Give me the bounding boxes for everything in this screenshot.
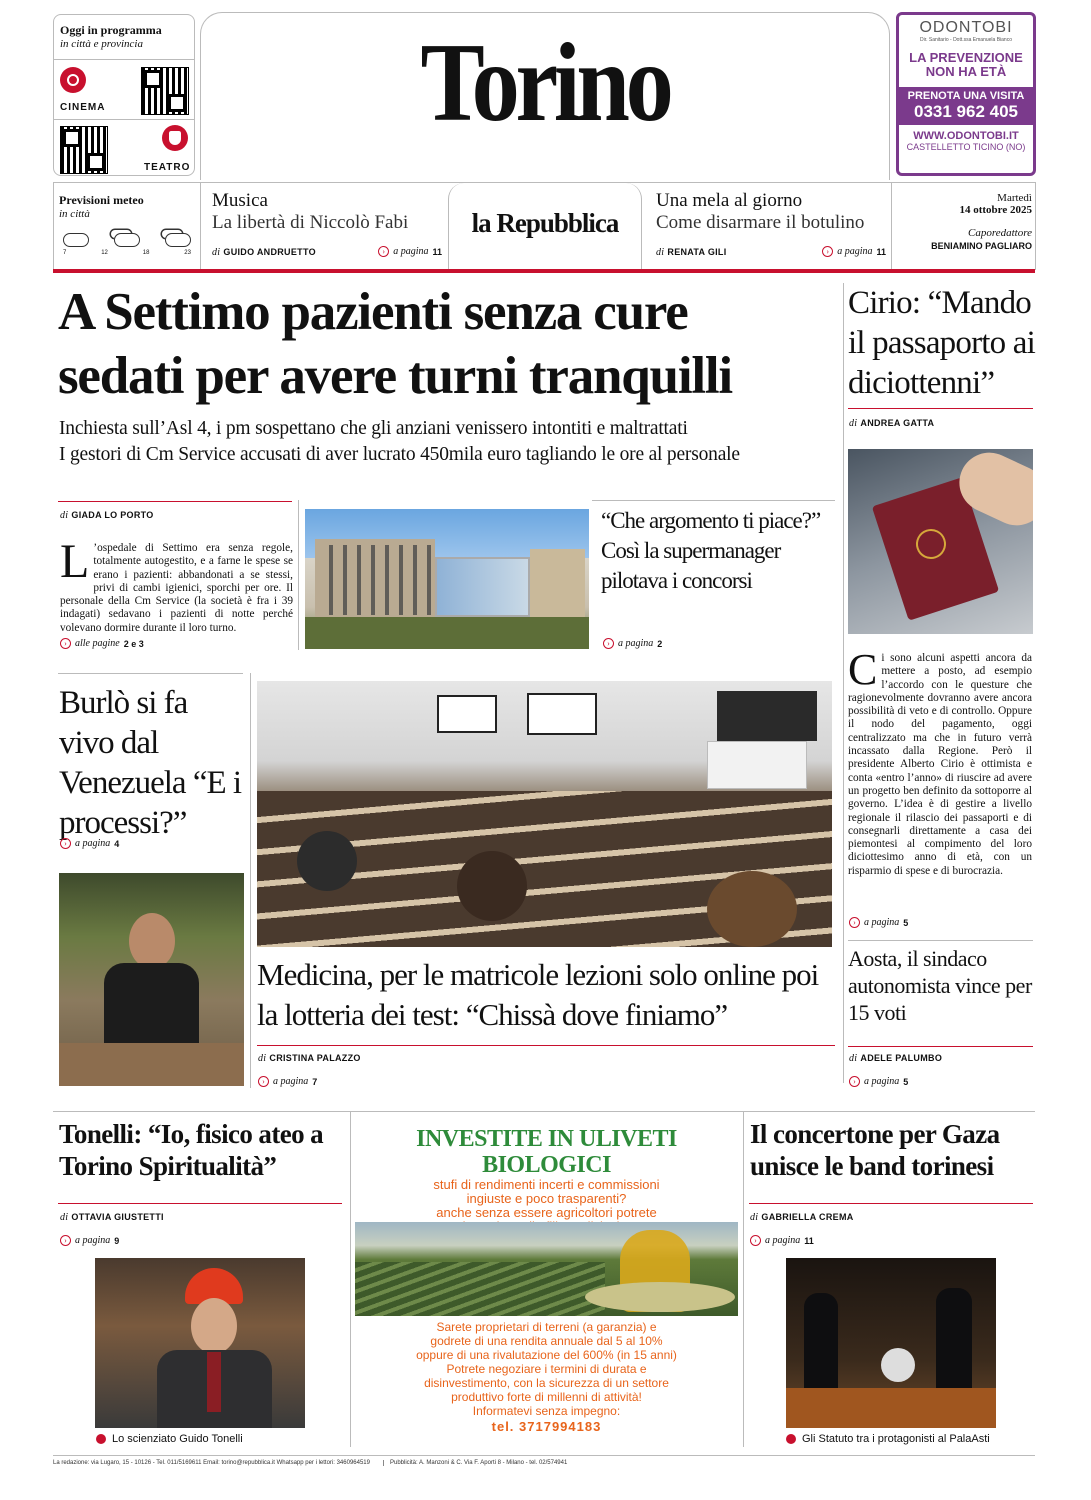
ref-page: 7 (312, 1076, 318, 1087)
cirio-byline (849, 418, 934, 429)
concert-photo (786, 1258, 996, 1428)
medicina-byline (258, 1053, 361, 1064)
byline-author: ADELE PALUMBO (860, 1053, 943, 1063)
olive-ad-body: Potrete negoziare i termini di durata e (446, 1362, 647, 1376)
classroom-photo (257, 681, 832, 947)
sun-cloud-icon (165, 233, 191, 247)
tonelli-photo (95, 1258, 305, 1428)
weather-temp: 18 (142, 250, 150, 256)
teaser-kicker: Musica (212, 190, 268, 211)
editor-role: Caporedattore (968, 227, 1032, 239)
byline-author: RENATA GILI (667, 247, 727, 257)
sun-cloud-icon (114, 233, 140, 247)
ad-slogan-1: LA PREVENZIONE (909, 50, 1023, 65)
weather-temp: 23 (184, 250, 191, 256)
ref-page: 9 (114, 1235, 120, 1246)
teaser-music[interactable] (212, 190, 444, 268)
repubblica-logo[interactable]: la Repubblica (471, 208, 619, 238)
olive-ad-line: ingiuste e poco trasparenti? (466, 1191, 627, 1206)
arrow-icon: › (258, 1076, 269, 1087)
ref-text: alle pagine (75, 638, 120, 649)
ref-text: a pagina (837, 246, 873, 257)
lead-deck-2: I gestori di Cm Service accusati di aver lucrato 450mila euro tagliando le ore al personale (59, 444, 740, 465)
ref-text: a pagina (75, 1235, 111, 1246)
issue-day: Martedì (997, 192, 1032, 204)
gaza-headline[interactable]: Il concertone per Gaza unisce le band torinesi (750, 1119, 1000, 1181)
arrow-icon: › (849, 917, 860, 928)
byline-di: di (212, 247, 221, 258)
ref-page: 4 (114, 838, 120, 849)
cirio-body (848, 645, 1032, 878)
weather-temp: 12 (101, 250, 108, 256)
weather-box (53, 183, 196, 269)
ref-page: 11 (876, 246, 886, 257)
footer-newsroom: La redazione: via Lugaro, 15 - 10126 - Tel. 011/5169611 Email: torino@repubblica.it Whatsapp per i lettori: 3460964519 (53, 1460, 370, 1466)
page-ref[interactable] (60, 1235, 119, 1246)
theater-mask-icon (162, 125, 188, 151)
olive-ad-body: oppure di una rivalutazione del 600% (in 15 anni) (416, 1348, 677, 1362)
arrow-icon: › (60, 838, 71, 849)
olive-ad-body: Informatevi senza impegno: (472, 1404, 621, 1418)
cirio-headline[interactable]: Cirio: “Mando il passaporto ai diciottenni” (848, 285, 1035, 401)
weather-title: Previsioni meteo (59, 193, 144, 207)
arrow-icon: › (60, 638, 71, 649)
medicina-headline[interactable]: Medicina, per le matricole lezioni solo online poi la lotteria dei test: “Chissà dove finiamo” (257, 957, 819, 1032)
ad-slogan-2: NON HA ETÀ (925, 64, 1007, 79)
cinema-qr-code[interactable] (141, 67, 189, 115)
ref-page: 5 (903, 1076, 909, 1087)
teatro-label: TEATRO (144, 162, 191, 173)
sub-lead-headline[interactable]: “Che argomento ti piace?” Così la supermanager pilotava i concorsi (601, 508, 821, 593)
ad-brand-sub: Dir. Sanitario - Dott.ssa Emanuela Bianco (920, 37, 1012, 43)
ref-text: a pagina (864, 1076, 900, 1087)
cloud-icon (63, 233, 89, 247)
program-sub: in città e provincia (60, 38, 143, 50)
lead-dropcap: L (60, 535, 90, 588)
film-reel-icon (60, 67, 86, 93)
page-ref[interactable] (849, 917, 908, 928)
ref-text: a pagina (864, 917, 900, 928)
ref-text: a pagina (618, 638, 654, 649)
byline-author: ANDREA GATTA (860, 418, 935, 428)
arrow-icon: › (849, 1076, 860, 1087)
date-box (892, 192, 1032, 251)
olive-ad-body: Sarete proprietari di terreni (a garanzia) e (436, 1320, 657, 1334)
lead-body-text: ’ospedale di Settimo era senza regole, totalmente autogestito, e a farne le spese se erano i pazienti: abbandonati a se stessi, privi di cambi igienici, sporchi per ore. Il personale della Cm Service (la società è fra i 39 indagati) sedavano i pazienti di notte perché volevano dormire durante il loro turno. (60, 542, 293, 634)
olive-ad-body: disinvestimento, con la sicurezza di un settore (424, 1376, 669, 1390)
weather-temp: 7 (63, 250, 67, 256)
arrow-icon: › (60, 1235, 71, 1246)
byline-di: di (656, 247, 665, 258)
cirio-dropcap: C (848, 645, 878, 694)
olive-ad-line: anche senza essere agricoltori potrete (436, 1205, 657, 1220)
lead-headline[interactable] (58, 280, 838, 408)
burlo-photo (59, 873, 244, 1086)
footer-advertising: Pubblicità: A. Manzoni & C. Via F. Aporti 8 - Milano - tel. 02/574941 (383, 1460, 567, 1466)
weather-sub: in città (59, 208, 90, 220)
ad-phone[interactable]: 0331 962 405 (914, 102, 1018, 121)
ref-page: 2 e 3 (123, 638, 144, 649)
teaser-title: La libertà di Niccolò Fabi (212, 212, 409, 233)
page-ref[interactable] (750, 1235, 814, 1246)
ref-page: 11 (432, 246, 442, 257)
olive-ad[interactable] (355, 1126, 738, 1442)
lead-headline-2: sedati per avere turni tranquilli (58, 347, 732, 405)
lead-headline-1: A Settimo pazienti senza cure (58, 283, 688, 341)
cinema-label: CINEMA (60, 102, 106, 113)
byline-author: CRISTINA PALAZZO (269, 1053, 361, 1063)
ref-page: 5 (903, 917, 909, 928)
program-box (53, 14, 195, 176)
masthead-title: Torino (420, 21, 670, 145)
lead-byline (60, 510, 154, 521)
issue-date: 14 ottobre 2025 (959, 204, 1032, 216)
lead-deck-1: Inchiesta sull’Asl 4, i pm sospettano che gli anziani venissero intontiti e maltrattati (59, 418, 688, 439)
arrow-icon: › (822, 246, 833, 257)
olive-ad-headline: INVESTITE IN ULIVETI BIOLOGICI (416, 1126, 677, 1178)
camera-icon (786, 1434, 796, 1444)
page-ref[interactable] (849, 1076, 908, 1087)
ref-text: a pagina (765, 1235, 801, 1246)
ref-page: 2 (657, 638, 663, 649)
page-ref[interactable] (822, 246, 886, 257)
page-ref[interactable] (258, 1076, 317, 1087)
caption-text: Gli Statuto tra i protagonisti al PalaAsti (802, 1433, 990, 1445)
odontobi-ad[interactable] (896, 12, 1036, 176)
ref-text: a pagina (273, 1076, 309, 1087)
olive-grove-image (355, 1222, 738, 1316)
byline-di: di (849, 418, 858, 429)
byline-di: di (849, 1053, 858, 1064)
hospital-photo (305, 509, 589, 649)
ad-brand: ODONTOBI (919, 19, 1013, 36)
page-ref[interactable] (60, 838, 119, 849)
arrow-icon: › (603, 638, 614, 649)
ad-cta: PRENOTA UNA VISITA (907, 90, 1025, 102)
editor-name: BENIAMINO PAGLIARO (931, 241, 1032, 251)
gaza-byline (750, 1212, 854, 1223)
tonelli-headline[interactable]: Tonelli: “Io, fisico ateo a Torino Spiritualità” (59, 1119, 324, 1181)
lead-deck (59, 416, 839, 468)
caption-text: Lo scienziato Guido Tonelli (112, 1433, 243, 1445)
aosta-byline (849, 1053, 942, 1064)
byline-author: GIADA LO PORTO (71, 510, 154, 520)
byline-author: OTTAVIA GIUSTETTI (71, 1212, 164, 1222)
page-ref[interactable] (603, 638, 662, 649)
passport-photo (848, 449, 1033, 634)
arrow-icon: › (750, 1235, 761, 1246)
lead-body (60, 535, 293, 635)
byline-author: GUIDO ANDRUETTO (223, 247, 316, 257)
ref-page: 11 (804, 1235, 814, 1246)
byline-di: di (60, 1212, 69, 1223)
teaser-health[interactable] (656, 190, 888, 268)
ref-text: a pagina (393, 246, 429, 257)
olive-ad-line: stufi di rendimenti incerti e commissioni (433, 1177, 660, 1192)
cirio-body-text: i sono alcuni aspetti ancora da mettere a posto, ad esempio l’accordo con le questure che ragionevolmente dovranno avere ancora possibilità di veto e di controllo. Oppure il nodo del pagamento, oggi centralizzato ma che in futuro verrà incassato dalla Regione. Però il presidente Alberto Cirio è ottimista e conta «entro l’anno» di riuscire ad avere un progetto ben definito da sottoporre al governo. L’idea è di gestire a livello regionale il rilascio dei passaporti e di consegnarli direttamente a casa dei piemontesi al compimento del loro diciottesimo anno di età, con un risparmio di spese e di burocrazia. (848, 652, 1032, 877)
ref-text: a pagina (75, 838, 111, 849)
byline-di: di (60, 510, 69, 521)
olive-ad-body: godrete di una rendita annuale dal 5 al 10% (430, 1334, 663, 1348)
gaza-caption (786, 1433, 990, 1445)
olive-ad-body: produttivo forte di millenni di attività! (451, 1390, 642, 1404)
camera-icon (96, 1434, 106, 1444)
ad-location: CASTELLETTO TICINO (NO) (906, 142, 1026, 152)
byline-di: di (258, 1053, 267, 1064)
tonelli-byline (60, 1212, 164, 1223)
repubblica-logo-box (448, 183, 642, 269)
page-ref[interactable] (60, 638, 144, 649)
program-title: Oggi in programma (60, 23, 162, 37)
byline-di: di (750, 1212, 759, 1223)
olive-ad-phone[interactable]: tel. 3717994183 (491, 1419, 602, 1434)
teaser-kicker: Una mela al giorno (656, 190, 803, 211)
ad-url[interactable]: WWW.ODONTOBI.IT (913, 130, 1019, 142)
teatro-qr-code[interactable] (60, 126, 108, 174)
aosta-headline[interactable]: Aosta, il sindaco autonomista vince per 15 voti (848, 946, 1032, 1025)
tonelli-caption (96, 1433, 243, 1445)
arrow-icon: › (378, 246, 389, 257)
byline-author: GABRIELLA CREMA (761, 1212, 854, 1222)
burlo-headline[interactable]: Burlò si fa vivo dal Venezuela “E i processi?” (59, 685, 242, 841)
teaser-title: Come disarmare il botulino (656, 212, 865, 233)
page-ref[interactable] (378, 246, 442, 257)
